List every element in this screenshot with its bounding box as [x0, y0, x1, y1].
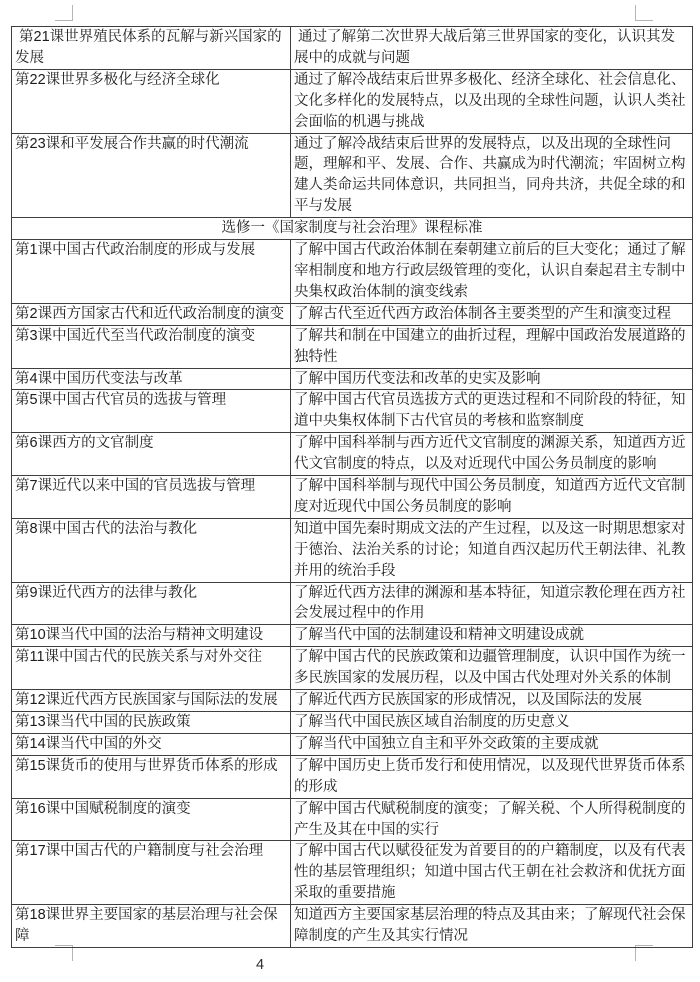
standard-cell: 知道西方主要国家基层治理的特点及其由来；了解现代社会保障制度的产生及其实行情况 — [291, 905, 693, 948]
lesson-cell: 第9课近代西方的法律与教化 — [12, 582, 291, 625]
standard-cell: 了解古代至近代西方政治体制各主要类型的产生和演变过程 — [291, 303, 693, 325]
lesson-cell: 第21课世界殖民体系的瓦解与新兴国家的发展 — [12, 27, 291, 70]
standard-cell: 知道中国先秦时期成文法的产生过程，以及这一时期思想家对于德治、法治关系的讨论；知道自西汉起历代王朝法律、礼教并用的统治手段 — [291, 518, 693, 582]
margin-corner-mark-top-left-icon — [55, 5, 73, 21]
standard-cell: 了解中国历史上货币发行和使用情况，以及现代世界货币体系的形成 — [291, 755, 693, 798]
table-row — [12, 476, 693, 519]
post-section-rows — [12, 240, 693, 948]
table-row — [12, 625, 693, 647]
table-row — [12, 368, 693, 390]
table-row — [12, 303, 693, 325]
section-header-row — [12, 218, 693, 240]
table-row — [12, 905, 693, 948]
standard-cell: 通过了解第二次世界大战后第三世界国家的变化，认识其发展中的成就与问题 — [291, 27, 693, 70]
table-row — [12, 69, 693, 133]
lesson-cell: 第14课当代中国的外交 — [12, 733, 291, 755]
lesson-cell: 第15课货币的使用与世界货币体系的形成 — [12, 755, 291, 798]
standard-cell: 了解中国古代赋税制度的演变；了解关税、个人所得税制度的产生及其在中国的实行 — [291, 798, 693, 841]
lesson-cell: 第16课中国赋税制度的演变 — [12, 798, 291, 841]
lesson-cell: 第12课近代西方民族国家与国际法的发展 — [12, 690, 291, 712]
section-row-group — [12, 218, 693, 240]
standard-cell: 了解当代中国民族区域自治制度的历史意义 — [291, 712, 693, 734]
standard-cell: 了解中国科举制与现代中国公务员制度，知道西方近代文官制度对近现代中国公务员制度的影响 — [291, 476, 693, 519]
standard-cell: 了解共和制在中国建立的曲折过程，理解中国政治发展道路的独特性 — [291, 325, 693, 368]
standard-cell: 了解近代西方法律的渊源和基本特征，知道宗教伦理在西方社会发展过程中的作用 — [291, 582, 693, 625]
standard-cell: 了解中国历代变法和改革的史实及影响 — [291, 368, 693, 390]
table-row — [12, 133, 693, 218]
standard-cell: 了解中国古代的民族政策和边疆管理制度，认识中国作为统一多民族国家的发展历程，以及中国古代处理对外关系的体制 — [291, 647, 693, 690]
table-row — [12, 841, 693, 905]
table-row — [12, 712, 693, 734]
lesson-cell: 第10课当代中国的法治与精神文明建设 — [12, 625, 291, 647]
table-row — [12, 690, 693, 712]
lesson-cell: 第22课世界多极化与经济全球化 — [12, 69, 291, 133]
lesson-cell: 第5课中国古代官员的选拔与管理 — [12, 390, 291, 433]
table-row — [12, 518, 693, 582]
table-row — [12, 325, 693, 368]
standard-cell: 了解近代西方民族国家的形成情况，以及国际法的发展 — [291, 690, 693, 712]
lesson-cell: 第7课近代以来中国的官员选拔与管理 — [12, 476, 291, 519]
lesson-cell: 第4课中国历代变法与改革 — [12, 368, 291, 390]
table-row — [12, 240, 693, 304]
standard-cell: 了解当代中国独立自主和平外交政策的主要成就 — [291, 733, 693, 755]
margin-corner-mark-top-right-icon — [635, 5, 653, 21]
standard-cell: 了解中国古代政治体制在秦朝建立前后的巨大变化；通过了解宰相制度和地方行政层级管理的变化，认识自秦起君主专制中央集权政治体制的演变线索 — [291, 240, 693, 304]
lesson-cell: 第2课西方国家古代和近代政治制度的演变 — [12, 303, 291, 325]
standard-cell: 了解中国古代以赋役征发为首要目的的户籍制度，以及有代表性的基层管理组织；知道中国古代王朝在社会救济和优抚方面采取的重要措施 — [291, 841, 693, 905]
table-row — [12, 755, 693, 798]
lesson-cell: 第17课中国古代的户籍制度与社会治理 — [12, 841, 291, 905]
lesson-cell: 第23课和平发展合作共赢的时代潮流 — [12, 133, 291, 218]
lesson-cell: 第18课世界主要国家的基层治理与社会保障 — [12, 905, 291, 948]
pre-section-rows — [12, 27, 693, 218]
lesson-cell: 第13课当代中国的民族政策 — [12, 712, 291, 734]
lesson-cell: 第8课中国古代的法治与教化 — [12, 518, 291, 582]
lesson-cell: 第6课西方的文官制度 — [12, 433, 291, 476]
table-row — [12, 647, 693, 690]
table-row — [12, 733, 693, 755]
table-row — [12, 27, 693, 70]
table-row — [12, 390, 693, 433]
standard-cell: 通过了解冷战结束后世界多极化、经济全球化、社会信息化、文化多样化的发展特点，以及出现的全球性问题，认识人类社会面临的机遇与挑战 — [291, 69, 693, 133]
lesson-cell: 第1课中国古代政治制度的形成与发展 — [12, 240, 291, 304]
standard-cell: 了解中国科举制与西方近代文官制度的渊源关系，知道西方近代文官制度的特点，以及对近现代中国公务员制度的影响 — [291, 433, 693, 476]
standard-cell: 了解中国古代官员选拔方式的更迭过程和不同阶段的特征，知道中央集权体制下古代官员的考核和监察制度 — [291, 390, 693, 433]
section-header: 选修一《国家制度与社会治理》课程标准 — [12, 218, 693, 240]
page-number: 4 — [255, 957, 265, 973]
lesson-cell: 第3课中国近代至当代政治制度的演变 — [12, 325, 291, 368]
standard-cell: 通过了解冷战结束后世界的发展特点，以及出现的全球性问题，理解和平、发展、合作、共赢成为时代潮流；牢固树立构建人类命运共同体意识，共同担当，同舟共济，共促全球的和平与发展 — [291, 133, 693, 218]
lesson-cell: 第11课中国古代的民族关系与对外交往 — [12, 647, 291, 690]
table-row — [12, 798, 693, 841]
standard-cell: 了解当代中国的法制建设和精神文明建设成就 — [291, 625, 693, 647]
table-row — [12, 433, 693, 476]
curriculum-standards-table — [11, 26, 693, 948]
table-row — [12, 582, 693, 625]
